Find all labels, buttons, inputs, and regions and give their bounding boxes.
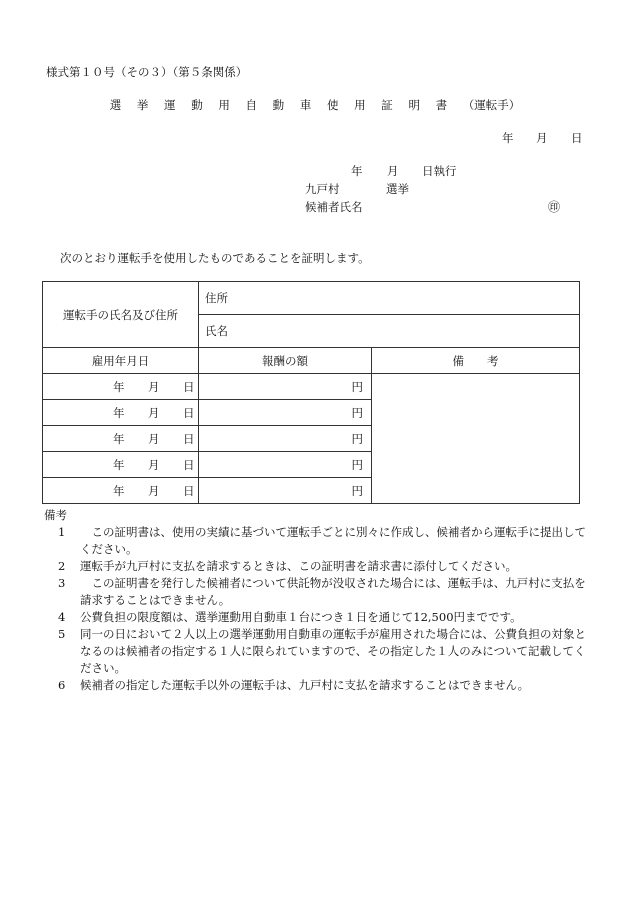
date-month: 月 xyxy=(148,458,160,472)
date-month: 月 xyxy=(148,380,160,394)
table-row xyxy=(43,374,580,400)
note-number: 3 xyxy=(58,576,66,590)
remuneration-field[interactable]: 円 xyxy=(199,426,372,452)
election-year: 年 xyxy=(351,164,363,178)
note-text: 同一の日において２人以上の選挙運動用自動車の運転手が雇用された場合には、公費負担の対象となるのは候補者の指定する１人に限られていますので、その指定した１人のみについて記載してください。 xyxy=(80,627,586,675)
note-text: 候補者の指定した運転手以外の運転手は、九戸村に支払を請求することはできません。 xyxy=(80,678,530,692)
remuneration-field[interactable]: 円 xyxy=(199,452,372,478)
date-month: 月 xyxy=(148,484,160,498)
note-item xyxy=(44,575,589,609)
notes-section xyxy=(44,507,589,694)
table-header-row xyxy=(43,348,580,374)
election-label: 選挙 xyxy=(386,182,409,196)
employment-date-field[interactable] xyxy=(43,452,199,478)
election-day-held: 日執行 xyxy=(422,164,457,178)
village-name: 九戸村 xyxy=(305,182,340,196)
note-item xyxy=(44,609,589,626)
note-number: 4 xyxy=(58,610,66,624)
notes-heading: 備考 xyxy=(44,508,67,522)
employment-date-field[interactable] xyxy=(43,374,199,400)
col-remarks: 備 考 xyxy=(372,348,580,374)
note-text: 公費負担の限度額は、選挙運動用自動車１台につき１日を通じて12,500円までです。 xyxy=(80,610,522,624)
form-number: 様式第１０号（その３）（第５条関係） xyxy=(46,65,248,79)
remarks-field[interactable] xyxy=(372,374,580,504)
date-day: 日 xyxy=(183,380,195,394)
col-remuneration: 報酬の額 xyxy=(199,348,372,374)
employment-date-field[interactable] xyxy=(43,478,199,504)
note-number: 6 xyxy=(58,678,66,692)
note-number: 5 xyxy=(58,627,66,641)
issue-date-month: 月 xyxy=(536,131,548,145)
employment-date-field[interactable] xyxy=(43,400,199,426)
employment-date-field[interactable] xyxy=(43,426,199,452)
note-item xyxy=(44,626,589,677)
election-month: 月 xyxy=(387,164,399,178)
date-month: 月 xyxy=(148,406,160,420)
driver-address-row xyxy=(43,282,580,315)
seal-mark: ㊞ xyxy=(548,200,561,214)
note-item xyxy=(44,524,589,558)
date-year: 年 xyxy=(113,458,125,472)
issue-date-day: 日 xyxy=(571,131,583,145)
document-title-main: 選 挙 運 動 用 自 動 車 使 用 証 明 書 xyxy=(109,98,454,112)
remuneration-field[interactable]: 円 xyxy=(199,374,372,400)
document-title xyxy=(0,97,630,113)
note-number: 1 xyxy=(58,525,66,539)
date-year: 年 xyxy=(113,432,125,446)
document-title-suffix: （運転手） xyxy=(462,98,521,112)
date-year: 年 xyxy=(113,484,125,498)
driver-table xyxy=(42,281,580,504)
driver-name-field[interactable]: 氏名 xyxy=(199,315,580,348)
note-text: この証明書を発行した候補者について供託物が没収された場合には、運転手は、九戸村に支払を請求することはできません。 xyxy=(80,576,586,607)
issue-date-year: 年 xyxy=(502,131,514,145)
date-day: 日 xyxy=(183,484,195,498)
certification-statement: 次のとおり運転手を使用したものであることを証明します。 xyxy=(60,251,370,265)
date-day: 日 xyxy=(183,458,195,472)
date-month: 月 xyxy=(148,432,160,446)
date-year: 年 xyxy=(113,406,125,420)
col-employment-date: 雇用年月日 xyxy=(43,348,199,374)
remuneration-field[interactable]: 円 xyxy=(199,400,372,426)
note-number: 2 xyxy=(58,559,66,573)
date-day: 日 xyxy=(183,406,195,420)
note-text: 運転手が九戸村に支払を請求するときは、この証明書を請求書に添付してください。 xyxy=(80,559,517,573)
note-item xyxy=(44,558,589,575)
note-text: この証明書は、使用の実績に基づいて運転手ごとに別々に作成し、候補者から運転手に提出してください。 xyxy=(80,525,586,556)
remuneration-field[interactable]: 円 xyxy=(199,478,372,504)
date-year: 年 xyxy=(113,380,125,394)
date-day: 日 xyxy=(183,432,195,446)
driver-label-cell: 運転手の氏名及び住所 xyxy=(43,282,199,348)
candidate-name-label: 候補者氏名 xyxy=(305,200,363,214)
note-item xyxy=(44,677,589,694)
driver-address-field[interactable]: 住所 xyxy=(199,282,580,315)
